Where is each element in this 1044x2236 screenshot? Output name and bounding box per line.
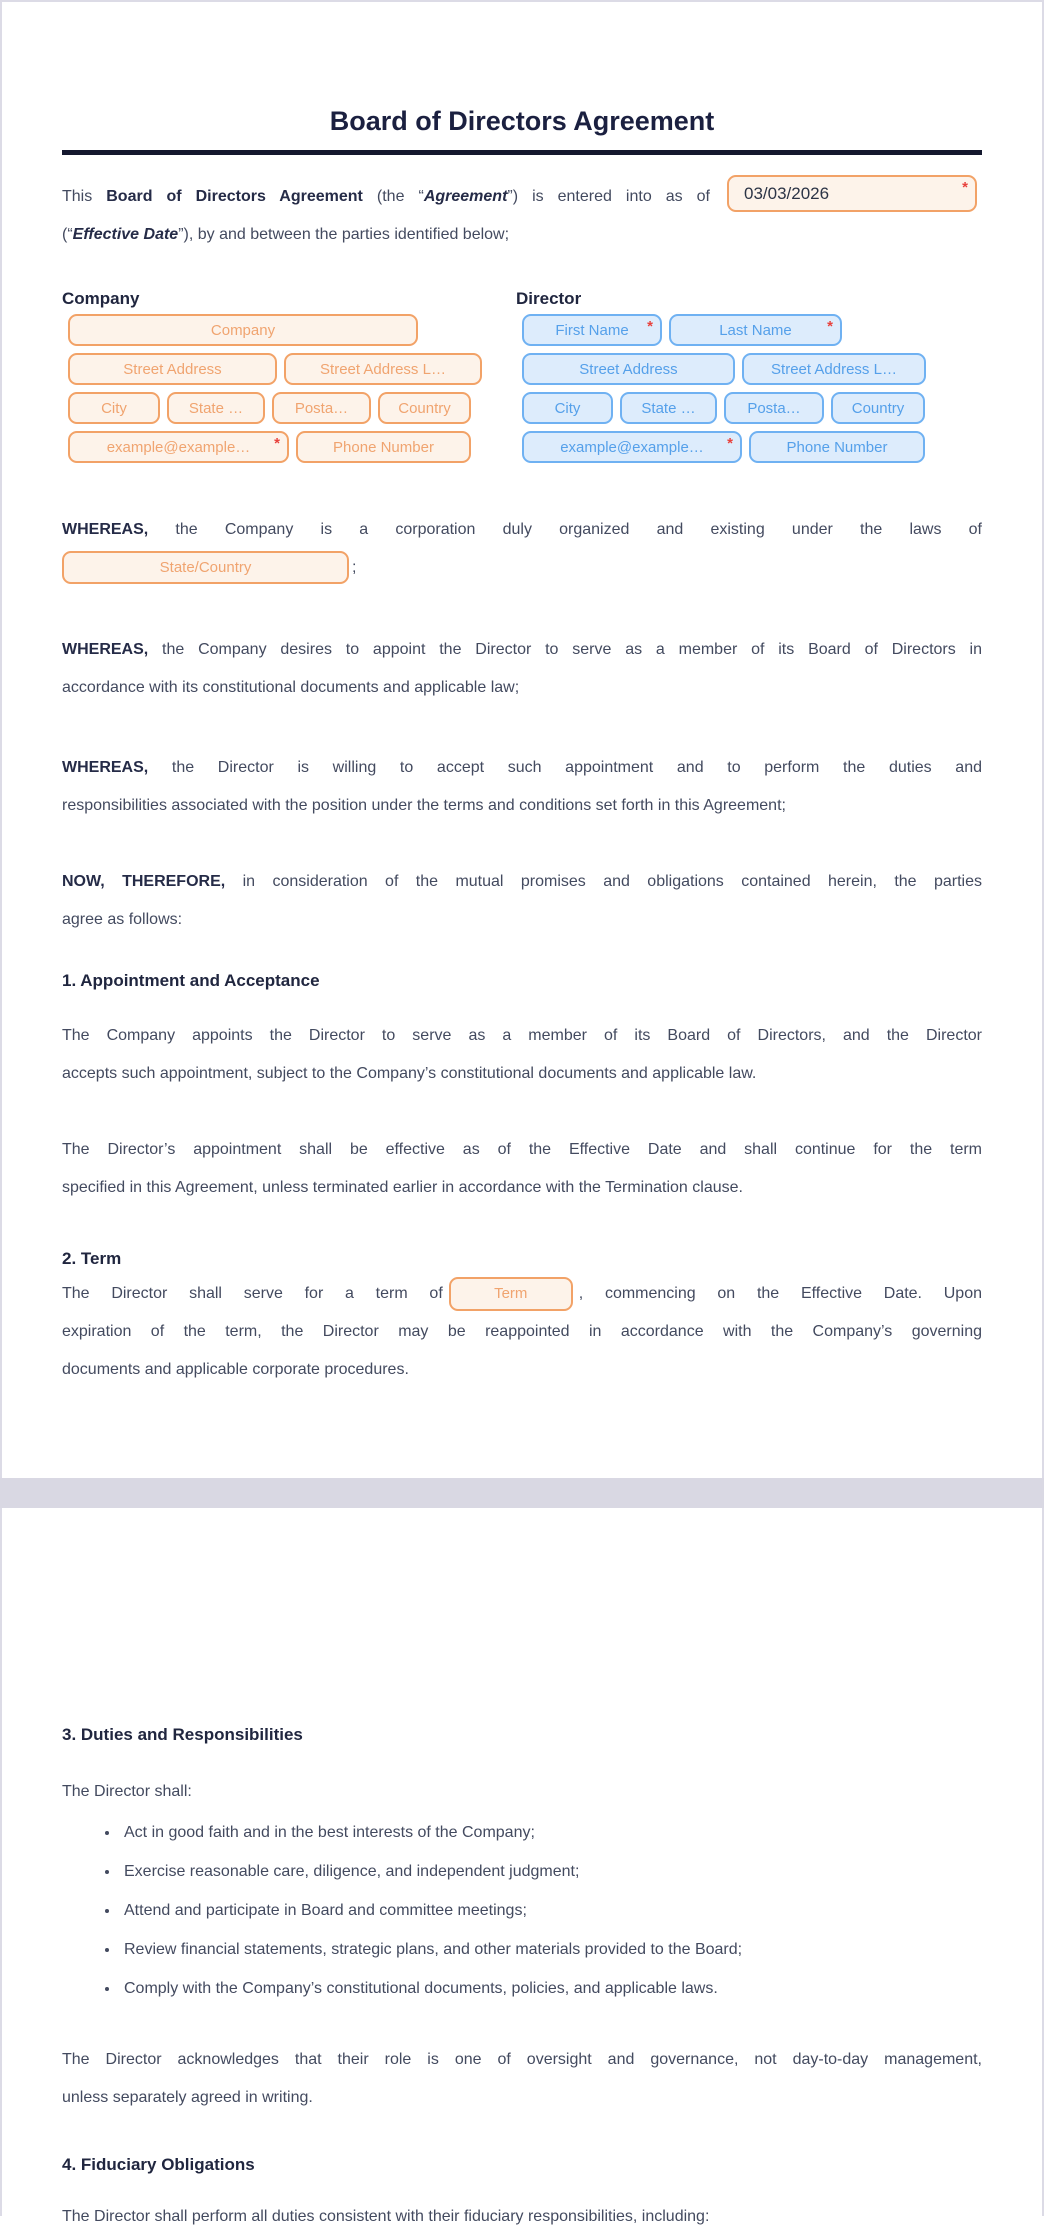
section-1-paragraph-1 (62, 1017, 982, 1093)
placeholder: City (554, 399, 581, 417)
director-row-3 (522, 392, 926, 424)
whereas-2-line-2: accordance with its constitutional documents and applicable law; (62, 679, 520, 696)
director-phone-field[interactable] (749, 431, 925, 463)
director-email-field[interactable] (522, 431, 742, 463)
company-country-field[interactable] (378, 392, 471, 424)
company-row-2 (68, 353, 482, 385)
intro-paragraph (62, 178, 982, 254)
section-3-heading: 3. Duties and Responsibilities (62, 1725, 303, 1744)
intro-text-defined-term: Effective Date (72, 226, 179, 243)
term-field[interactable] (449, 1277, 573, 1311)
whereas-text: the Director is willing to accept such appointment and to perform the duties and (148, 759, 982, 776)
placeholder: Country (398, 399, 451, 417)
director-first-name-field[interactable] (522, 314, 662, 346)
therefore-text: in consideration of the mutual promises and obligations contained herein, the parties (225, 873, 982, 890)
placeholder: State/Country (159, 558, 252, 576)
therefore-paragraph (62, 863, 982, 939)
term-text: The Director shall serve for a term of (62, 1285, 443, 1302)
director-street2-field[interactable] (742, 353, 926, 385)
section-1-heading: 1. Appointment and Acceptance (62, 971, 320, 990)
director-street-field[interactable] (522, 353, 735, 385)
company-street2-field[interactable] (284, 353, 482, 385)
placeholder: Country (851, 399, 905, 417)
company-postal-field[interactable] (272, 392, 371, 424)
intro-text: ”), by and between the parties identified below; (178, 226, 510, 243)
section-3-outro (62, 2041, 982, 2117)
company-phone-field[interactable] (296, 431, 471, 463)
whereas-3-line-1 (62, 749, 982, 787)
required-asterisk: * (827, 318, 833, 335)
placeholder: State … (188, 399, 244, 417)
director-last-name-field[interactable] (669, 314, 842, 346)
whereas-3-paragraph (62, 749, 982, 825)
parties-block (62, 288, 982, 463)
list-item: • Review financial statements, strategic plans, and other materials provided to the Board; (120, 1930, 982, 1969)
company-name-field[interactable] (68, 314, 418, 346)
list-item: • Attend and participate in Board and committee meetings; (120, 1891, 982, 1930)
director-postal-field[interactable] (724, 392, 824, 424)
placeholder: Phone Number (786, 438, 888, 456)
placeholder: Company (210, 321, 276, 339)
paragraph-line: The Director’s appointment shall be effective as of the Effective Date and shall continue for the term (62, 1141, 982, 1158)
company-email-field[interactable] (68, 431, 289, 463)
director-country-field[interactable] (831, 392, 925, 424)
therefore-line-2: agree as follows: (62, 911, 183, 928)
state-country-field[interactable] (62, 551, 349, 584)
term-line-1 (62, 1275, 982, 1313)
paragraph-line: The Director acknowledges that their role is one of oversight and governance, not day-to-day management, (62, 2051, 982, 2068)
title-divider (62, 150, 982, 155)
whereas-text: ; (352, 559, 357, 576)
therefore-keyword: NOW, THEREFORE, (62, 873, 226, 890)
whereas-keyword: WHEREAS, (62, 521, 149, 538)
director-city-field[interactable] (522, 392, 613, 424)
required-asterisk: * (274, 435, 280, 452)
placeholder: Street Address L… (771, 360, 897, 378)
section-2-paragraph (62, 1275, 982, 1389)
list-item: • Exercise reasonable care, diligence, and independent judgment; (120, 1852, 982, 1891)
effective-date-field[interactable] (727, 175, 977, 212)
section-4-heading: 4. Fiduciary Obligations (62, 2155, 255, 2174)
director-column (516, 288, 926, 463)
intro-line-2 (62, 216, 982, 254)
company-heading: Company (62, 289, 140, 308)
document-title: Board of Directors Agreement (329, 106, 715, 136)
intro-text-defined-term: Agreement (423, 188, 508, 205)
whereas-1-line-1 (62, 511, 982, 549)
therefore-line-1 (62, 863, 982, 901)
page-2 (0, 1508, 1044, 2225)
company-column (62, 288, 482, 463)
paragraph-line: accepts such appointment, subject to the Company’s constitutional documents and applicable law. (62, 1065, 757, 1082)
whereas-1-paragraph (62, 511, 982, 587)
placeholder: Street Address (579, 360, 678, 378)
whereas-3-line-2: responsibilities associated with the position under the terms and conditions set forth in this Agreement; (62, 797, 786, 814)
whereas-2-paragraph (62, 631, 982, 707)
company-city-field[interactable] (68, 392, 160, 424)
paragraph-line: unless separately agreed in writing. (62, 2089, 313, 2106)
section-1-paragraph-2 (62, 1131, 982, 1207)
whereas-1-line-2 (62, 549, 982, 587)
intro-text-bold: Board of Directors Agreement (106, 188, 363, 205)
placeholder: example@example… (106, 438, 251, 456)
director-state-field[interactable] (620, 392, 717, 424)
company-row-3 (68, 392, 482, 424)
required-asterisk: * (962, 179, 968, 196)
company-street-field[interactable] (68, 353, 277, 385)
term-line-2: expiration of the term, the Director may be reappointed in accordance with the Company’s governing (62, 1323, 982, 1340)
intro-text: This (62, 188, 107, 205)
company-row-1 (68, 314, 482, 346)
intro-text: (the “ (362, 188, 424, 205)
placeholder: City (101, 399, 127, 417)
whereas-text: the Company desires to appoint the Director to serve as a member of its Board of Directors in (148, 641, 982, 658)
whereas-keyword: WHEREAS, (62, 641, 149, 658)
company-state-field[interactable] (167, 392, 265, 424)
list-item: • Comply with the Company’s constitutional documents, policies, and applicable laws. (120, 1969, 982, 2008)
paragraph-line: The Company appoints the Director to serve as a member of its Board of Directors, and the Director (62, 1027, 982, 1044)
section-2-heading: 2. Term (62, 1249, 122, 1268)
director-row-4 (522, 431, 926, 463)
term-line-3: documents and applicable corporate procedures. (62, 1361, 409, 1378)
company-row-4 (68, 431, 482, 463)
placeholder: Term (494, 1284, 528, 1302)
whereas-2-line-1 (62, 631, 982, 669)
intro-text: (“ (62, 226, 73, 243)
placeholder: example@example… (560, 438, 704, 456)
placeholder: Phone Number (333, 438, 434, 456)
section-3-intro: The Director shall: (62, 1783, 192, 1800)
duties-list (62, 1813, 982, 2008)
placeholder: Street Address (123, 360, 222, 378)
list-item: • Act in good faith and in the best interests of the Company; (120, 1813, 982, 1852)
required-asterisk: * (727, 435, 733, 452)
whereas-keyword: WHEREAS, (62, 759, 149, 776)
director-row-2 (522, 353, 926, 385)
placeholder: Street Address L… (320, 360, 446, 378)
page-gap (0, 1478, 1044, 1508)
placeholder: First Name (555, 321, 629, 339)
placeholder: Posta… (747, 399, 801, 417)
paragraph-line: specified in this Agreement, unless terminated earlier in accordance with the Termination clause. (62, 1179, 743, 1196)
director-row-1 (522, 314, 926, 346)
placeholder: State … (641, 399, 696, 417)
term-text: , commencing on the Effective Date. Upon (578, 1285, 983, 1302)
director-heading: Director (516, 289, 582, 308)
placeholder: Posta… (294, 399, 349, 417)
required-asterisk: * (647, 318, 653, 335)
whereas-text: the Company is a corporation duly organized and existing under the laws of (148, 521, 982, 538)
section-4-paragraph: The Director shall perform all duties consistent with their fiduciary responsibilities, including: (62, 2208, 710, 2225)
placeholder: Last Name (719, 321, 792, 339)
effective-date-value: 03/03/2026 (744, 183, 830, 203)
intro-text: ”) is entered into as of (507, 188, 710, 205)
